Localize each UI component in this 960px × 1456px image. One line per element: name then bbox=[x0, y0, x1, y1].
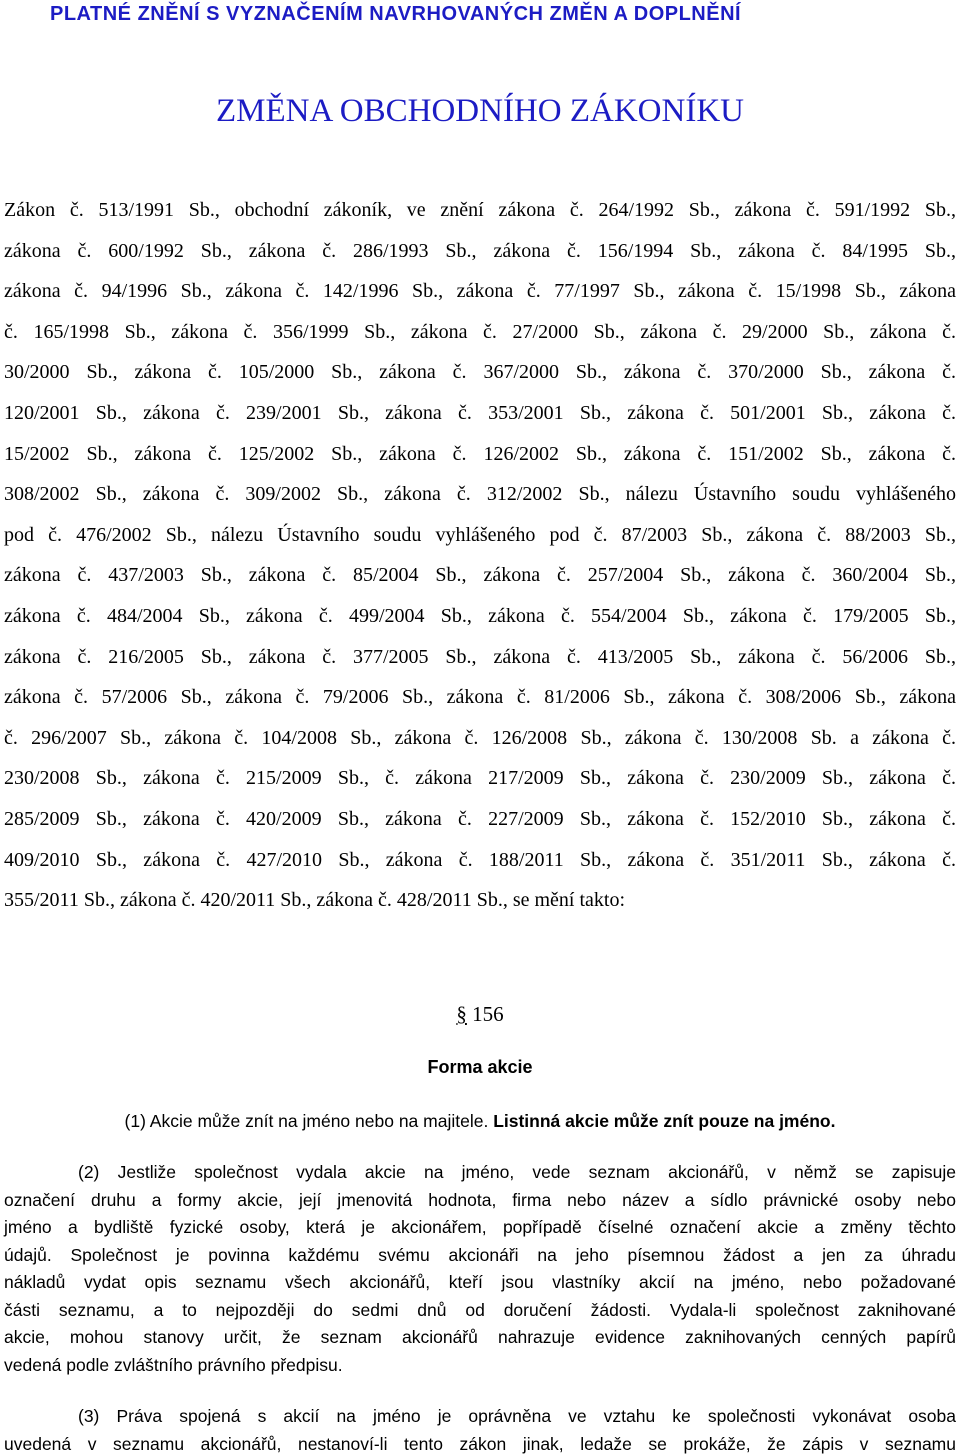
law-line: 308/2002 Sb., zákona č. 309/2002 Sb., zákona č. 312/2002 Sb., nálezu Ústavního soudu vyhlášeného bbox=[4, 483, 956, 506]
paragraph-line: akcie, mohou stanovy určit, že seznam akcionářů nahrazuje evidence zaknihovaných cenných papírů bbox=[4, 1327, 956, 1347]
paragraph-1-amendment: Listinná akcie může znít pouze na jméno. bbox=[493, 1111, 836, 1131]
law-line: zákona č. 57/2006 Sb., zákona č. 79/2006 Sb., zákona č. 81/2006 Sb., zákona č. 308/2006 Sb., zákona bbox=[4, 686, 956, 709]
paragraph-1 bbox=[0, 1111, 960, 1132]
law-line: 120/2001 Sb., zákona č. 239/2001 Sb., zákona č. 353/2001 Sb., zákona č. 501/2001 Sb., zákona č. bbox=[4, 401, 956, 424]
paragraph-line: části seznamu, a to nejpozději do sedmi dnů od doručení žádosti. Vydala-li společnost zaknihované bbox=[4, 1299, 956, 1320]
law-line: zákona č. 437/2003 Sb., zákona č. 85/2004 Sb., zákona č. 257/2004 Sb., zákona č. 360/2004 Sb., bbox=[4, 564, 956, 587]
law-line: č. 296/2007 Sb., zákona č. 104/2008 Sb., zákona č. 126/2008 Sb., zákona č. 130/2008 Sb. a zákona č. bbox=[4, 726, 956, 749]
paragraph-line: jméno a bydliště fyzické osoby, která je akcionářem, popřípadě číselné označení akcie a změny těchto bbox=[4, 1217, 956, 1237]
law-line: 230/2008 Sb., zákona č. 215/2009 Sb., č. zákona 217/2009 Sb., zákona č. 230/2009 Sb., zákona č. bbox=[4, 767, 956, 790]
document-header: PLATNÉ ZNĚNÍ S VYZNAČENÍM NAVRHOVANÝCH ZMĚN A DOPLNĚNÍ bbox=[50, 3, 742, 25]
paragraph-line: označení druhu a formy akcie, její jmenovitá hodnota, firma nebo název a sídlo právnické osoby nebo bbox=[4, 1189, 956, 1210]
paragraph-2 bbox=[4, 1159, 956, 1379]
law-line: zákona č. 94/1996 Sb., zákona č. 142/1996 Sb., zákona č. 77/1997 Sb., zákona č. 15/1998 Sb., zákona bbox=[4, 280, 956, 303]
law-line: 30/2000 Sb., zákona č. 105/2000 Sb., zákona č. 367/2000 Sb., zákona č. 370/2000 Sb., zákona č. bbox=[4, 361, 956, 384]
law-line: 285/2009 Sb., zákona č. 420/2009 Sb., zákona č. 227/2009 Sb., zákona č. 152/2010 Sb., zákona č. bbox=[4, 807, 956, 830]
law-line: 15/2002 Sb., zákona č. 125/2002 Sb., zákona č. 126/2002 Sb., zákona č. 151/2002 Sb., zákona č. bbox=[4, 442, 956, 465]
section-number bbox=[0, 1002, 960, 1027]
section-title: Forma akcie bbox=[427, 1057, 533, 1077]
paragraph-3 bbox=[4, 1403, 956, 1456]
section-number-value: 156 bbox=[472, 1002, 504, 1026]
paragraph-1-text: (1) Akcie může znít na jméno nebo na majitele. bbox=[124, 1111, 494, 1131]
law-line: 409/2010 Sb., zákona č. 427/2010 Sb., zákona č. 188/2011 Sb., zákona č. 351/2011 Sb., zákona č. bbox=[4, 848, 956, 871]
paragraph-line: údajů. Společnost je povinna každému svému akcionáři na jeho písemnou žádost a jen za úhradu bbox=[4, 1244, 956, 1265]
paragraph-line: uvedená v seznamu akcionářů, nestanoví-li tento zákon jinak, ledaže se prokáže, že zápis v seznamu bbox=[4, 1433, 956, 1454]
law-line: 355/2011 Sb., zákona č. 420/2011 Sb., zákona č. 428/2011 Sb., se mění takto: bbox=[4, 889, 626, 912]
law-line: zákona č. 600/1992 Sb., zákona č. 286/1993 Sb., zákona č. 156/1994 Sb., zákona č. 84/1995 Sb., bbox=[4, 239, 956, 262]
paragraph-line: nákladů vydat opis seznamu všech akcionářů, kteří jsou vlastníky akcií na jméno, nebo požadované bbox=[4, 1272, 956, 1292]
section-symbol: § bbox=[456, 1002, 467, 1026]
paragraph-line: (3) Práva spojená s akcií na jméno je oprávněna ve vztahu ke společnosti vykonávat osoba bbox=[78, 1406, 956, 1426]
law-line: zákona č. 216/2005 Sb., zákona č. 377/2005 Sb., zákona č. 413/2005 Sb., zákona č. 56/2006 Sb., bbox=[4, 645, 956, 668]
paragraph-line: (2) Jestliže společnost vydala akcie na jméno, vede seznam akcionářů, v němž se zapisuje bbox=[78, 1162, 956, 1182]
law-amendment-intro bbox=[4, 190, 956, 921]
law-line: pod č. 476/2002 Sb., nálezu Ústavního soudu vyhlášeného pod č. 87/2003 Sb., zákona č. 88/2003 Sb., bbox=[4, 523, 956, 546]
document-title: ZMĚNA OBCHODNÍHO ZÁKONÍKU bbox=[216, 93, 744, 129]
law-line: zákona č. 484/2004 Sb., zákona č. 499/2004 Sb., zákona č. 554/2004 Sb., zákona č. 179/2005 Sb., bbox=[4, 604, 956, 627]
law-line: Zákon č. 513/1991 Sb., obchodní zákoník, ve znění zákona č. 264/1992 Sb., zákona č. 591/1992 Sb., bbox=[4, 199, 956, 221]
paragraph-line: vedená podle zvláštního právního předpisu. bbox=[4, 1354, 343, 1375]
law-line: č. 165/1998 Sb., zákona č. 356/1999 Sb., zákona č. 27/2000 Sb., zákona č. 29/2000 Sb., zákona č. bbox=[4, 320, 956, 343]
